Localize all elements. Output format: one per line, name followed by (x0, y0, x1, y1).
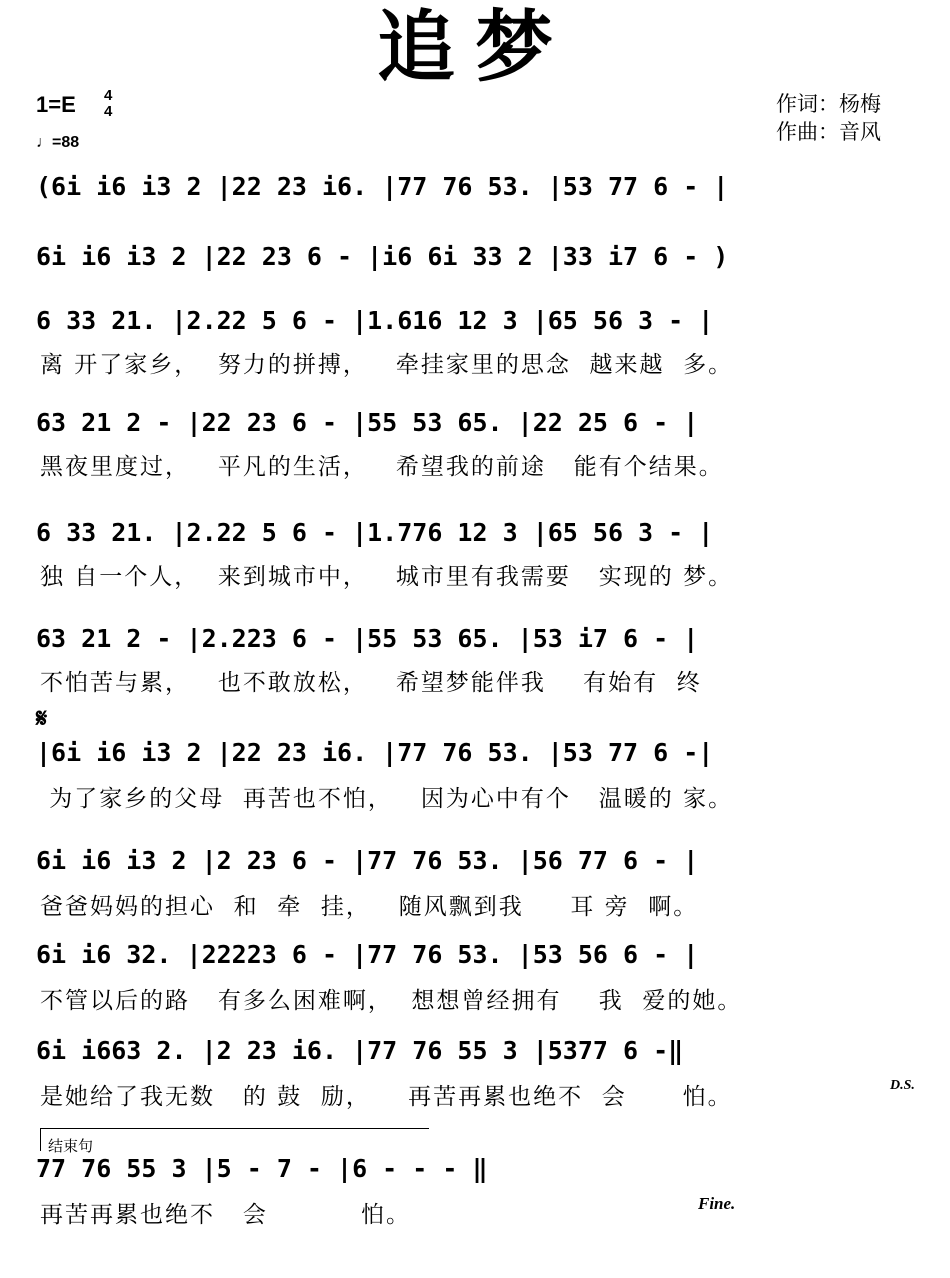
score-line-3: 6 33 21. |2.22 5 6 - |1.616 12 3 |65 56 3 - | (36, 306, 714, 335)
dal-segno-mark: D.S. (890, 1078, 915, 1093)
score-line-10: 6i i663 2. |2 23 i6. |77 76 55 3 |5377 6 -‖ (36, 1036, 684, 1065)
lyric-line-7: 为了家乡的父母 再苦也不怕， 因为心中有个 温暖的 家。 (40, 786, 734, 812)
lyric-line-9: 不管以后的路 有多么困难啊， 想想曾经拥有 我 爱的她。 (40, 988, 743, 1014)
time-signature (104, 88, 112, 120)
segno-sign: 𝄋 (36, 704, 48, 734)
lyric-line-5: 独 自一个人， 来到城市中， 城市里有我需要 实现的 梦。 (40, 564, 734, 590)
score-line-8: 6i i6 i3 2 |2 23 6 - |77 76 53. |56 77 6 - | (36, 846, 699, 875)
ending-label: 结束句 (48, 1137, 94, 1155)
lyric-line-11: 再苦再累也绝不 会 怕。 (40, 1202, 412, 1228)
score-line-6: 63 21 2 - |2.223 6 - |55 53 65. |53 i7 6 - | (36, 624, 699, 653)
key-signature: 1=E (36, 92, 76, 117)
score-line-9: 6i i6 32. |22223 6 - |77 76 53. |53 56 6 - | (36, 940, 699, 969)
tempo-marking: ♩=88 (36, 134, 80, 151)
time-signature-bottom: 4 (104, 103, 113, 120)
lyricist-credit: 作词：杨梅 (776, 92, 881, 116)
lyric-line-8: 爸爸妈妈的担心 和 牵 挂， 随风飘到我 耳 旁 啊。 (40, 894, 699, 920)
lyric-line-6: 不怕苦与累， 也不敢放松， 希望梦能伴我 有始有 终 (40, 670, 702, 696)
song-title: 追梦 (376, 3, 573, 93)
score-line-4: 63 21 2 - |22 23 6 - |55 53 65. |22 25 6 - | (36, 408, 699, 437)
ending-bracket (40, 1128, 429, 1151)
lyric-line-10: 是她给了我无数 的 鼓 励， 再苦再累也绝不 会 怕。 (40, 1084, 733, 1110)
time-signature-top: 4 (104, 87, 113, 104)
score-line-11: 77 76 55 3 |5 - 7 - |6 - - - ‖ (36, 1154, 488, 1183)
lyric-line-4: 黑夜里度过， 平凡的生活， 希望我的前途 能有个结果。 (40, 454, 724, 480)
score-line-5: 6 33 21. |2.22 5 6 - |1.776 12 3 |65 56 3 - | (36, 518, 714, 547)
score-line-1: (6i i6 i3 2 |22 23 i6. |77 76 53. |53 77 6 - | (36, 172, 729, 201)
score-line-2: 6i i6 i3 2 |22 23 6 - |i6 6i 33 2 |33 i7 6 - ) (36, 242, 729, 271)
lyric-line-3: 离 开了家乡， 努力的拼搏， 牵挂家里的思念 越来越 多。 (40, 352, 734, 378)
fine-mark: Fine. (698, 1194, 736, 1213)
composer-credit: 作曲：音风 (776, 120, 881, 144)
score-line-7: |6i i6 i3 2 |22 23 i6. |77 76 53. |53 77 6 -| (36, 738, 714, 767)
